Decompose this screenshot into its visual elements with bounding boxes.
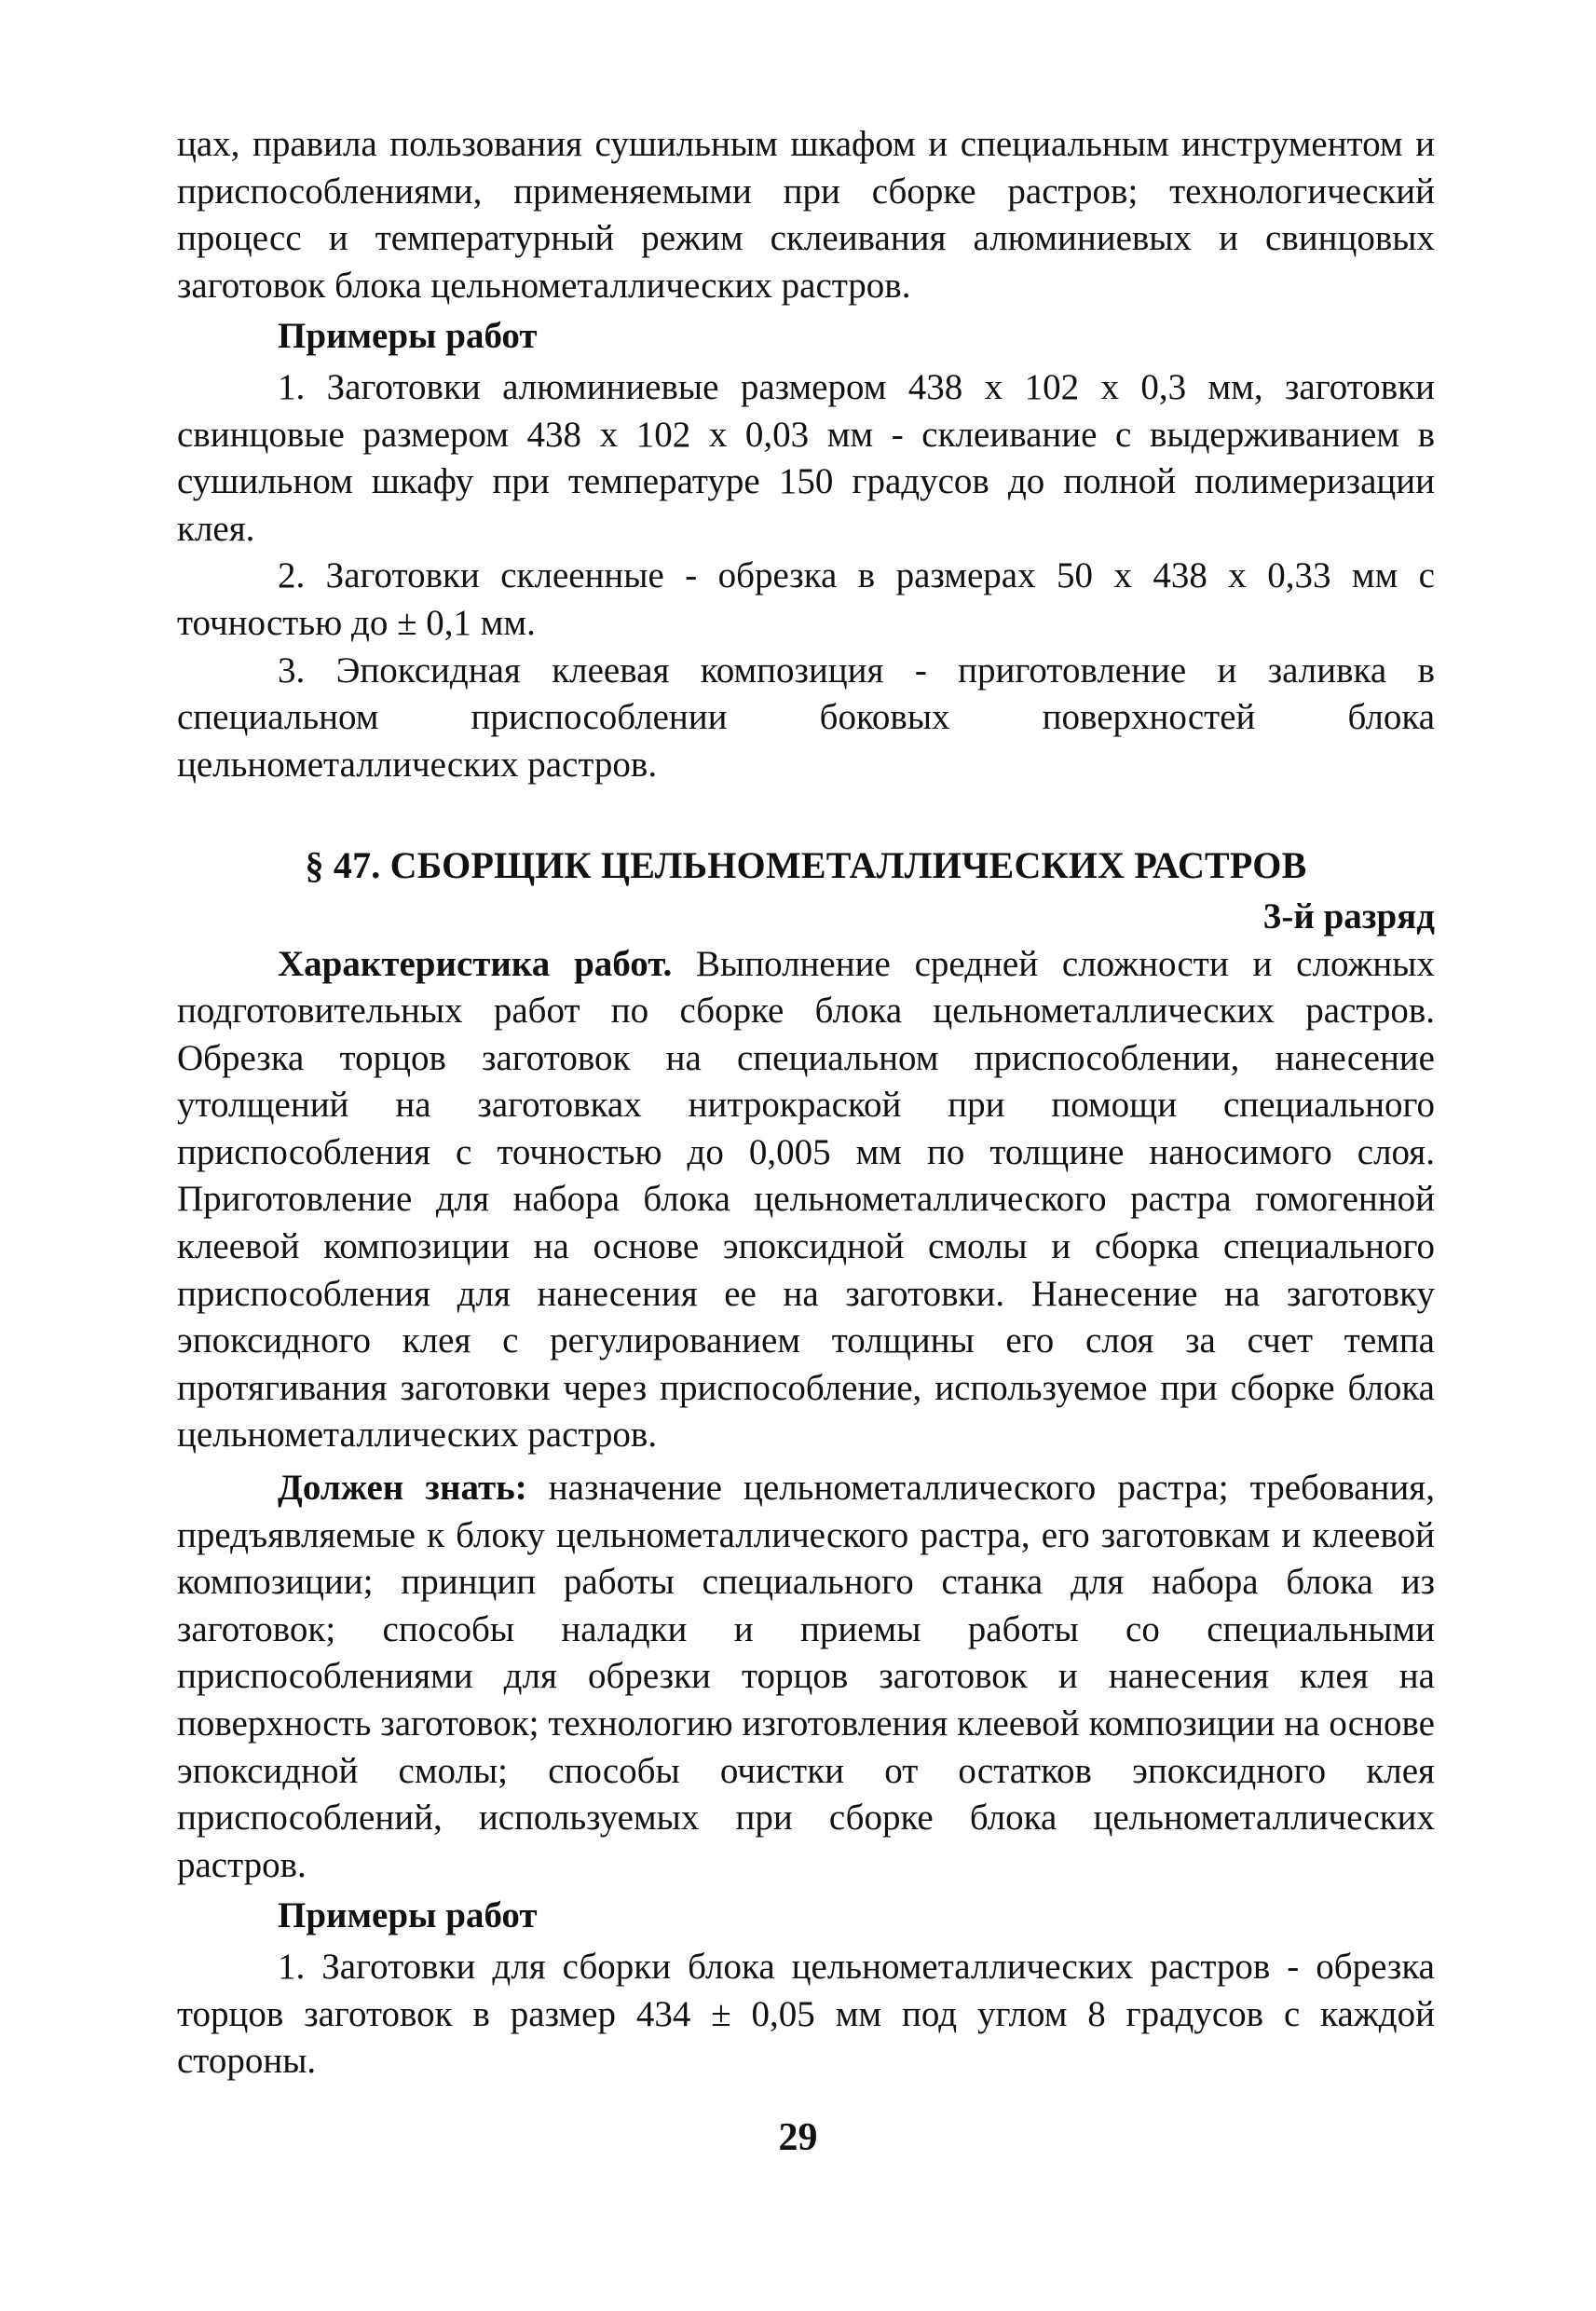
page-number: 29	[778, 2116, 818, 2159]
example-item-1-1: 1. Заготовки алюминиевые размером 438 х 102 х 0,3 мм, заготовки свинцовые размером 438 х 102 х 0,03 мм - склеивание с выдерживанием в сушильном шкафу при температуре 150 градусов до полной полимеризации клея.	[177, 366, 1435, 549]
characteristics-text: Выполнение средней сложности и сложных подготовительных работ по сборке блока цельнометаллических растров. Обрезка торцов заготовок на специальном приспособлении, нанесение утолщений на заготовках нитрокраской при помощи специального приспособления с точностью до 0,005 мм по толщине наносимого слоя. Приготовление для набора блока цельнометаллического растра гомогенной клеевой композиции на основе эпоксидной смолы и сборка специального приспособления для нанесения ее на заготовки. Нанесение на заготовку эпоксидного клея с регулированием толщины его слоя за счет темпа протягивания заготовки через приспособление, используемое при сборке блока цельнометаллических растров.	[177, 943, 1435, 1456]
example-item-1-2: 2. Заготовки склеенные - обрезка в размерах 50 х 438 х 0,33 мм с точностью до ± 0,1 мм.	[177, 555, 1435, 643]
knowledge-paragraph	[177, 1465, 1435, 1889]
intro-paragraph: цах, правила пользования сушильным шкафом и специальным инструментом и приспособлениями, применяемыми при сборке растров; технологический процесс и температурный режим склеивания алюминиевых и свинцовых заготовок блока цельнометаллических растров.	[177, 124, 1435, 306]
characteristics-paragraph	[177, 941, 1435, 1460]
document-page	[177, 121, 1435, 2085]
example-item-1-3: 3. Эпоксидная клеевая композиция - приготовление и заливка в специальном приспособлении боковых поверхностей блока цельнометаллических растров.	[177, 650, 1435, 785]
characteristics-label: Характеристика работ.	[278, 943, 673, 984]
knowledge-text: назначение цельнометаллического растра; требования, предъявляемые к блоку цельнометаллического растра, его заготовкам и клеевой композиции; принцип работы специального станка для набора блока из заготовок; способы наладки и приемы работы со специальными приспособлениями для обрезки торцов заготовок и нанесения клея на поверхность заготовок; технологию изготовления клеевой композиции на основе эпоксидной смолы; способы очистки от остатков эпоксидного клея приспособлений, используемых при сборке блока цельнометаллических растров.	[177, 1468, 1435, 1885]
examples-heading-1: Примеры работ	[278, 316, 538, 357]
examples-heading-2: Примеры работ	[278, 1895, 538, 1936]
knowledge-label: Должен знать:	[278, 1468, 527, 1509]
grade-label: 3-й разряд	[1262, 896, 1435, 937]
section-title: § 47. СБОРЩИК ЦЕЛЬНОМЕТАЛЛИЧЕСКИХ РАСТРОВ	[305, 844, 1307, 887]
example-item-2-1: 1. Заготовки для сборки блока цельнометаллических растров - обрезка торцов заготовок в размер 434 ± 0,05 мм под углом 8 градусов с каждой стороны.	[177, 1946, 1435, 2082]
